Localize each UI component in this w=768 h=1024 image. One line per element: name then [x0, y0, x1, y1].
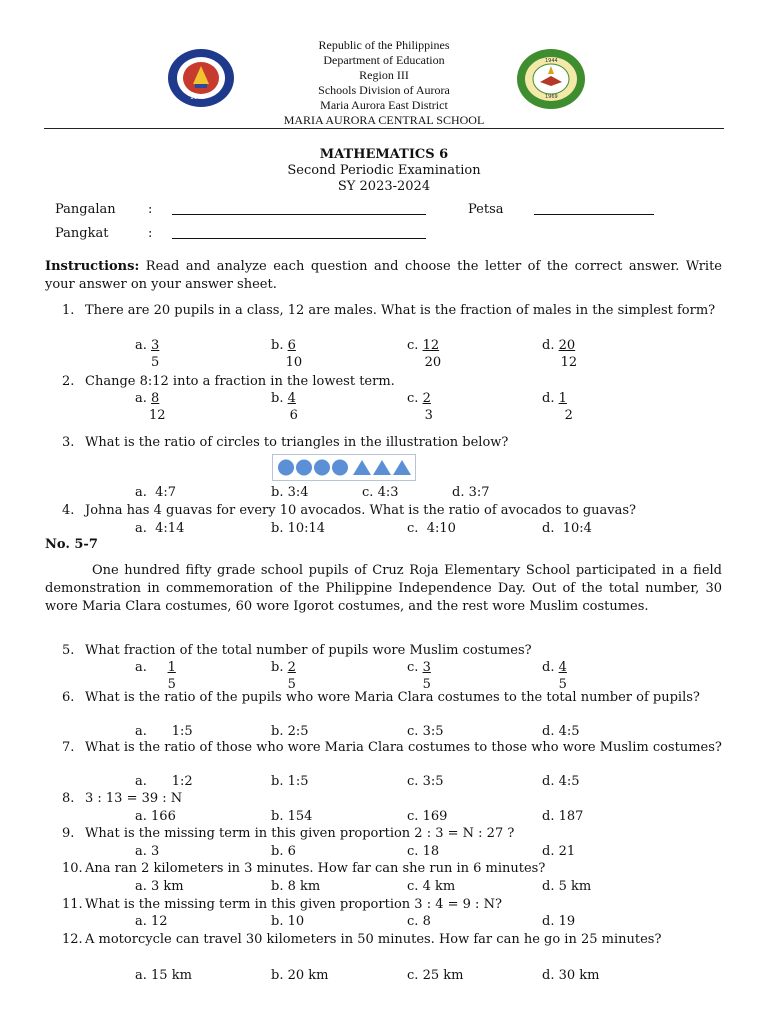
- option-6d[interactable]: [542, 723, 580, 740]
- option-letter: a.: [135, 914, 147, 929]
- header-deped: Department of Education: [323, 53, 445, 67]
- fraction-numerator: 6: [287, 338, 296, 353]
- option-4b[interactable]: [271, 520, 325, 537]
- option-letter: d.: [542, 968, 555, 983]
- option-letter: a.: [135, 879, 147, 894]
- option-text: 3: [151, 844, 160, 859]
- option-text: 4:5: [558, 774, 580, 789]
- option-letter: c.: [407, 521, 419, 536]
- option-text: 187: [558, 809, 584, 824]
- question-12: [62, 931, 722, 949]
- option-12c[interactable]: [407, 967, 463, 984]
- option-12d[interactable]: [542, 967, 600, 984]
- option-letter: b.: [271, 914, 284, 929]
- option-letter: c.: [407, 660, 419, 675]
- question-1: [62, 302, 722, 320]
- option-letter: b.: [271, 485, 284, 500]
- option-letter: a.: [135, 968, 147, 983]
- option-1c[interactable]: [407, 337, 442, 370]
- option-text: 2:5: [287, 724, 309, 739]
- option-letter: d.: [542, 724, 555, 739]
- fraction-numerator: 2: [422, 391, 431, 406]
- question-number: 11.: [62, 897, 83, 912]
- option-8a[interactable]: [135, 808, 176, 825]
- option-letter: c.: [407, 809, 419, 824]
- fraction-numerator: 1: [558, 391, 567, 406]
- option-11a[interactable]: [135, 913, 168, 930]
- option-letter: a.: [135, 485, 147, 500]
- fraction-numerator: 20: [558, 338, 576, 353]
- question-11: [62, 896, 722, 914]
- option-2b[interactable]: [271, 390, 298, 423]
- fraction-denominator: 12: [149, 408, 166, 423]
- school-seal-year-2: 1969: [545, 94, 558, 100]
- question-4: [62, 502, 722, 520]
- fraction-numerator: 1: [167, 660, 176, 675]
- option-3c[interactable]: [362, 484, 398, 501]
- fraction-numerator: 12: [422, 338, 440, 353]
- fraction-denominator: 5: [167, 677, 176, 692]
- option-letter: a.: [135, 774, 147, 789]
- circle-shape: [314, 460, 330, 476]
- fraction-numerator: 4: [558, 660, 567, 675]
- option-3d[interactable]: [452, 484, 490, 501]
- option-text: 19: [558, 914, 576, 929]
- option-letter: b.: [271, 879, 284, 894]
- option-text: 21: [558, 844, 576, 859]
- option-8d[interactable]: [542, 808, 583, 825]
- option-text: 10:4: [562, 521, 592, 536]
- name-label: Pangalan: [55, 202, 116, 217]
- option-text: 4:14: [155, 521, 185, 536]
- header-republic: Republic of the Philippines: [318, 38, 450, 52]
- question-text: What is the ratio of those who wore Maria Clara costumes to those who wore Muslim costumes?: [85, 740, 722, 755]
- option-12b[interactable]: [271, 967, 329, 984]
- header-division: Schools Division of Aurora: [318, 83, 450, 97]
- fraction-denominator: 12: [560, 355, 578, 370]
- option-letter: b.: [271, 809, 284, 824]
- option-text: 4:10: [426, 521, 456, 536]
- option-text: 3:5: [422, 724, 444, 739]
- exam-subject: MATHEMATICS 6: [319, 147, 449, 162]
- option-5d[interactable]: [542, 659, 567, 692]
- option-letter: b.: [271, 660, 284, 675]
- fraction-denominator: 10: [285, 355, 303, 370]
- date-field[interactable]: [534, 214, 654, 215]
- question-number: 6.: [62, 690, 75, 705]
- option-4c[interactable]: [407, 520, 456, 537]
- option-4d[interactable]: [542, 520, 592, 537]
- option-letter: b.: [271, 521, 284, 536]
- question-number: 8.: [62, 791, 75, 806]
- option-letter: c.: [407, 879, 419, 894]
- question-text: What is the ratio of the pupils who wore Maria Clara costumes to the total number of pupils?: [85, 690, 700, 705]
- option-letter: d.: [542, 338, 555, 353]
- option-10a[interactable]: [135, 878, 184, 895]
- option-letter: d.: [542, 774, 555, 789]
- section-colon: :: [148, 226, 153, 241]
- name-colon: :: [148, 202, 153, 217]
- option-letter: c.: [407, 724, 419, 739]
- header-rule: [44, 128, 724, 129]
- option-letter: a.: [135, 724, 147, 739]
- option-2a[interactable]: [135, 390, 166, 423]
- option-letter: c.: [407, 914, 419, 929]
- option-10c[interactable]: [407, 878, 455, 895]
- option-letter: d.: [542, 521, 555, 536]
- fraction-numerator: 2: [287, 660, 296, 675]
- option-10d[interactable]: [542, 878, 591, 895]
- division-seal-year: 1975: [190, 94, 206, 101]
- option-letter: b.: [271, 844, 284, 859]
- option-letter: b.: [271, 338, 284, 353]
- option-9b[interactable]: [271, 843, 296, 860]
- option-7b[interactable]: [271, 773, 309, 790]
- option-7a[interactable]: [135, 773, 193, 790]
- question-number: 3.: [62, 435, 75, 450]
- instructions: [45, 258, 722, 294]
- option-9a[interactable]: [135, 843, 159, 860]
- fraction-denominator: 6: [289, 408, 298, 423]
- option-5c[interactable]: [407, 659, 431, 692]
- option-9c[interactable]: [407, 843, 439, 860]
- question-8: [62, 790, 722, 808]
- option-text: 8: [422, 914, 431, 929]
- triangle-shape: [353, 460, 371, 475]
- group-passage: One hundred fifty grade school pupils of Cruz Roja Elementary School participated in a field demonstration in commemoration of the Philippine Independence Day. Out of the total number, 30 wore Maria Clara costumes, 60 wore Igorot costumes, and the rest wore Muslim costumes.: [45, 563, 722, 614]
- option-8b[interactable]: [271, 808, 312, 825]
- option-text: 4:3: [377, 485, 399, 500]
- header-district: Maria Aurora East District: [320, 98, 448, 112]
- circle-shape: [278, 460, 294, 476]
- option-2c[interactable]: [407, 390, 433, 423]
- option-text: 1:2: [171, 774, 193, 789]
- fraction-numerator: 3: [151, 338, 160, 353]
- option-text: 3 km: [151, 879, 184, 894]
- option-letter: b.: [271, 968, 284, 983]
- question-2: [62, 373, 722, 391]
- question-text: Johna has 4 guavas for every 10 avocados. What is the ratio of avocados to guavas?: [85, 503, 637, 518]
- option-text: 18: [422, 844, 440, 859]
- option-7d[interactable]: [542, 773, 580, 790]
- option-letter: b.: [271, 391, 284, 406]
- exam-period: Second Periodic Examination: [287, 163, 481, 178]
- circle-shape: [296, 460, 312, 476]
- question-7: [62, 739, 722, 757]
- option-text: 4 km: [422, 879, 456, 894]
- question-9: [62, 825, 722, 843]
- option-3a[interactable]: [135, 484, 176, 501]
- fraction-denominator: 5: [151, 355, 160, 370]
- option-text: 30 km: [558, 968, 600, 983]
- fraction-denominator: 20: [424, 355, 442, 370]
- option-text: 4:7: [155, 485, 177, 500]
- circle-shape: [332, 460, 348, 476]
- option-letter: d.: [542, 660, 555, 675]
- option-letter: d.: [542, 879, 555, 894]
- question-text: Change 8:12 into a fraction in the lowest term.: [85, 374, 395, 389]
- fraction-denominator: 5: [558, 677, 567, 692]
- question-text: What is the missing term in this given proportion 2 : 3 = N : 27 ?: [85, 826, 515, 841]
- option-7c[interactable]: [407, 773, 443, 790]
- fraction-denominator: 3: [424, 408, 433, 423]
- option-letter: c.: [407, 968, 419, 983]
- instructions-label: Instructions:: [45, 259, 140, 274]
- question-number: 1.: [62, 303, 75, 318]
- question-number: 7.: [62, 740, 75, 755]
- option-text: 166: [151, 809, 176, 824]
- shapes-illustration: [272, 454, 416, 481]
- option-11b[interactable]: [271, 913, 304, 930]
- option-1d[interactable]: [542, 337, 578, 370]
- option-letter: c.: [407, 844, 419, 859]
- option-text: 10: [287, 914, 305, 929]
- section-label: Pangkat: [55, 226, 109, 241]
- option-letter: c.: [407, 338, 419, 353]
- option-letter: c.: [407, 391, 419, 406]
- fraction-numerator: 4: [287, 391, 296, 406]
- exam-sy: SY 2023-2024: [337, 179, 431, 194]
- option-letter: a.: [135, 660, 147, 675]
- school-seal-year-1: 1944: [545, 58, 558, 64]
- option-letter: a.: [135, 338, 147, 353]
- option-5b[interactable]: [271, 659, 296, 692]
- question-text: What is the missing term in this given proportion 3 : 4 = 9 : N?: [85, 897, 502, 912]
- question-number: 5.: [62, 643, 75, 658]
- option-text: 1:5: [287, 774, 309, 789]
- option-text: 12: [151, 914, 168, 929]
- header-region: Region III: [359, 68, 409, 82]
- question-text: What is the ratio of circles to triangles in the illustration below?: [85, 435, 509, 450]
- name-field[interactable]: [172, 214, 426, 215]
- triangle-shape: [373, 460, 391, 475]
- option-2d[interactable]: [542, 390, 573, 423]
- date-label: Petsa: [468, 202, 504, 217]
- option-9d[interactable]: [542, 843, 575, 860]
- option-1a[interactable]: [135, 337, 160, 370]
- option-6c[interactable]: [407, 723, 443, 740]
- option-8c[interactable]: [407, 808, 447, 825]
- option-text: 6: [287, 844, 296, 859]
- option-letter: d.: [542, 809, 555, 824]
- option-1b[interactable]: [271, 337, 303, 370]
- instructions-text: Read and analyze each question and choose the letter of the correct answer. Write your answer on your answer sheet.: [45, 259, 722, 292]
- question-5: [62, 642, 722, 660]
- option-text: 3:7: [468, 485, 490, 500]
- option-text: 4:5: [558, 724, 580, 739]
- group-label: No. 5-7: [45, 537, 98, 552]
- question-10: [62, 860, 722, 878]
- option-text: 15 km: [151, 968, 192, 983]
- question-number: 4.: [62, 503, 75, 518]
- option-12a[interactable]: [135, 967, 192, 984]
- option-11d[interactable]: [542, 913, 575, 930]
- option-letter: d.: [542, 914, 555, 929]
- triangle-shape: [393, 460, 411, 475]
- option-text: 25 km: [422, 968, 464, 983]
- question-text: There are 20 pupils in a class, 12 are males. What is the fraction of males in the simplest form?: [85, 303, 716, 318]
- option-text: 3:5: [422, 774, 444, 789]
- option-letter: c.: [362, 485, 374, 500]
- option-10b[interactable]: [271, 878, 320, 895]
- option-text: 154: [287, 809, 313, 824]
- option-letter: b.: [271, 724, 284, 739]
- section-field[interactable]: [172, 238, 426, 239]
- question-number: 12.: [62, 932, 83, 947]
- option-text: 169: [422, 809, 448, 824]
- option-4a[interactable]: [135, 520, 184, 537]
- option-text: 10:14: [287, 521, 326, 536]
- option-text: 3:4: [287, 485, 309, 500]
- question-text: A motorcycle can travel 30 kilometers in 50 minutes. How far can he go in 25 minutes?: [85, 932, 662, 947]
- option-6a[interactable]: [135, 723, 193, 740]
- option-letter: a.: [135, 521, 147, 536]
- question-6: [62, 689, 722, 707]
- question-number: 10.: [62, 861, 83, 876]
- option-3b[interactable]: [271, 484, 309, 501]
- option-text: 1:5: [171, 724, 193, 739]
- fraction-denominator: 5: [287, 677, 296, 692]
- fraction-denominator: 5: [422, 677, 431, 692]
- option-5a[interactable]: [135, 659, 176, 692]
- option-letter: d.: [452, 485, 465, 500]
- option-letter: b.: [271, 774, 284, 789]
- option-text: 20 km: [287, 968, 329, 983]
- option-letter: d.: [542, 844, 555, 859]
- option-letter: a.: [135, 809, 147, 824]
- question-3: [62, 434, 722, 452]
- fraction-denominator: 2: [564, 408, 573, 423]
- question-text: 3 : 13 = 39 : N: [85, 791, 183, 806]
- fraction-numerator: 3: [422, 660, 431, 675]
- option-6b[interactable]: [271, 723, 309, 740]
- option-letter: d.: [542, 391, 555, 406]
- question-text: Ana ran 2 kilometers in 3 minutes. How far can she run in 6 minutes?: [85, 861, 546, 876]
- fraction-numerator: 8: [151, 391, 160, 406]
- header-school: MARIA AURORA CENTRAL SCHOOL: [283, 113, 485, 127]
- question-text: What fraction of the total number of pupils wore Muslim costumes?: [85, 643, 532, 658]
- option-11c[interactable]: [407, 913, 431, 930]
- option-text: 5 km: [558, 879, 592, 894]
- question-number: 9.: [62, 826, 75, 841]
- option-letter: a.: [135, 391, 147, 406]
- question-number: 2.: [62, 374, 75, 389]
- option-letter: c.: [407, 774, 419, 789]
- option-text: 8 km: [287, 879, 321, 894]
- option-letter: a.: [135, 844, 147, 859]
